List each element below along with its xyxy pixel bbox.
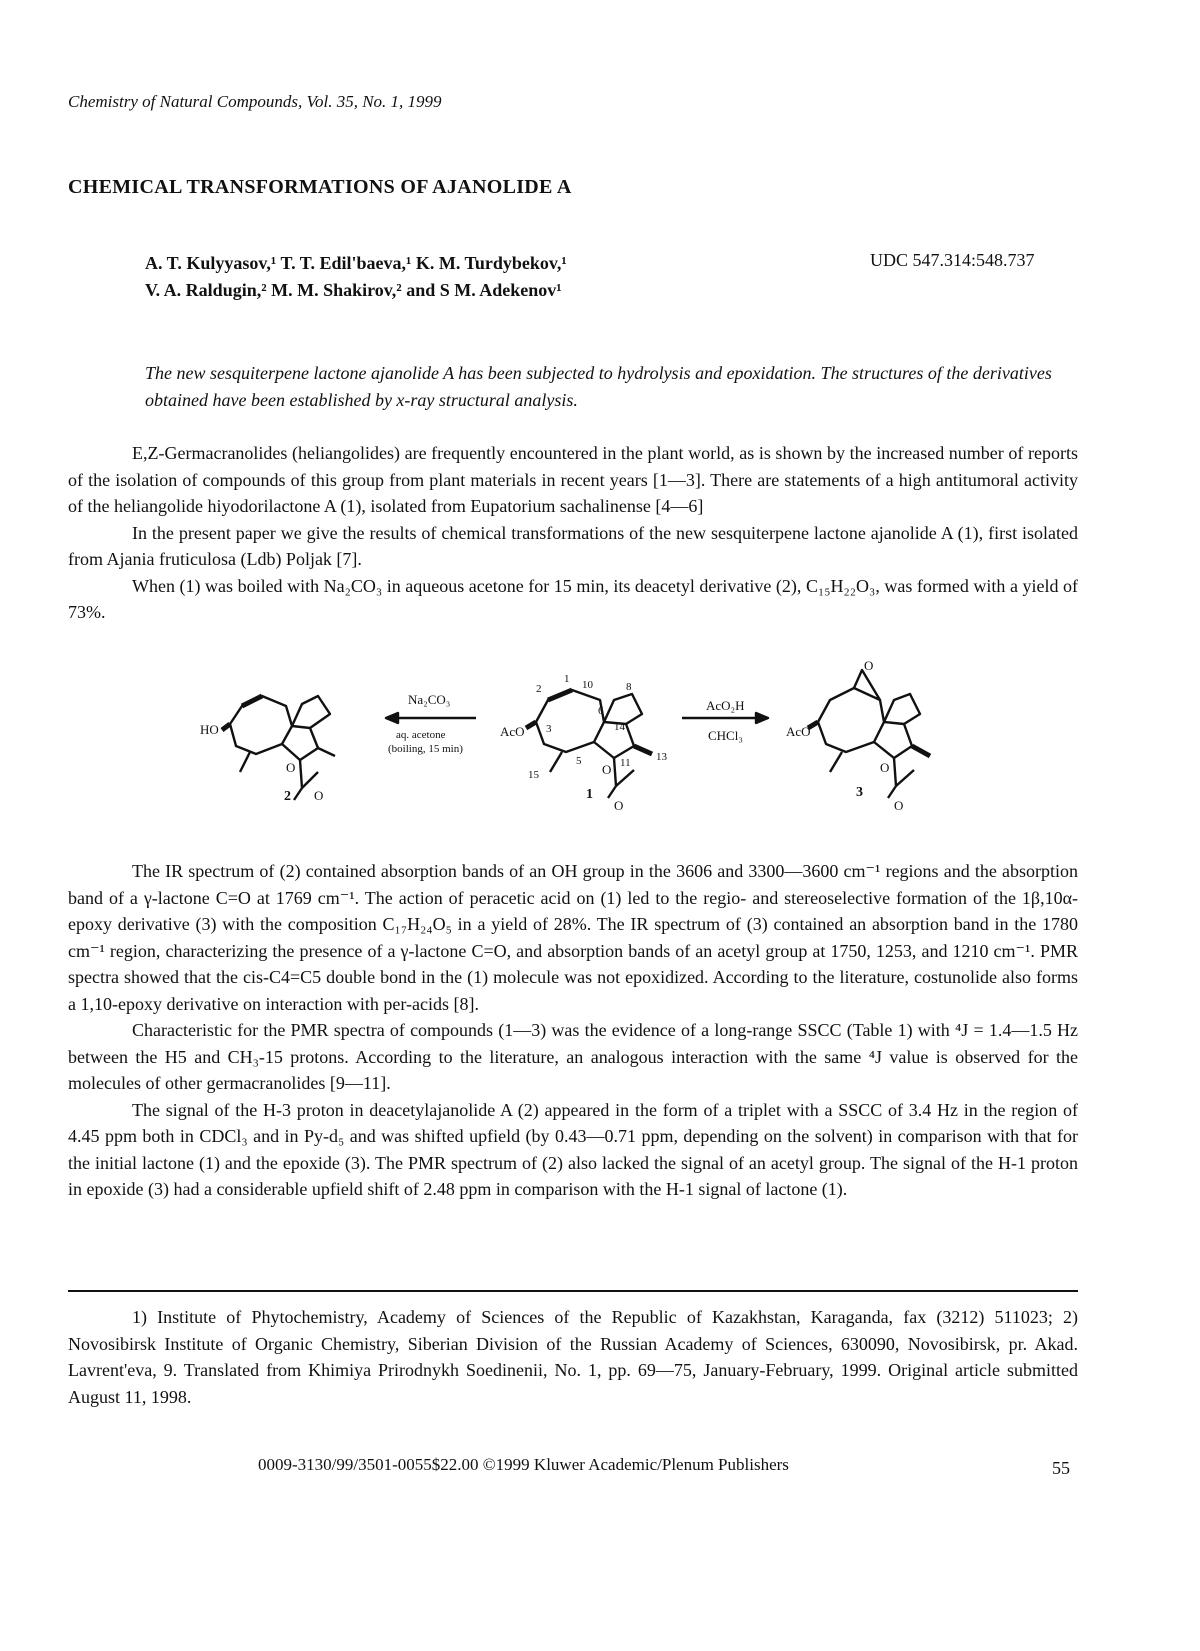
atom-number: 14 bbox=[614, 721, 625, 733]
structure-compound-2 bbox=[222, 696, 335, 800]
atom-number: 15 bbox=[528, 769, 539, 781]
body-paragraph: E,Z-Germacranolides (heliangolides) are frequently encountered in the plant world, as is shown by the increased number of reports of the isolation of compounds of this group from plant materials in recent years [1—3]. There are statements of a high antitumoral activity of the heliangolide hiyodorilactone A (1), isolated from Eupatorium sachalinense [4—6] bbox=[68, 443, 1078, 516]
condition-chcl3: CHCl₃ bbox=[708, 728, 743, 743]
reaction-arrow-left bbox=[386, 713, 476, 723]
body-paragraph: The signal of the H-3 proton in deacetylajanolide A (2) appeared in the form of a triplet with a SSCC of 3.4 Hz in the region of 4.45 ppm both in CDCl₃ and in Py-d₅ and was shifted upfield (by 0.43—0.71 ppm, depending on the solvent) in comparison with that for the initial lactone (1) and the epoxide (3). The PMR spectrum of (2) also lacked the signal of an acetyl group. The signal of the H-1 proton in epoxide (3) had a considerable upfield shift of 2.48 ppm in comparison with the H-1 signal of lactone (1). bbox=[68, 1099, 1078, 1199]
author-list bbox=[145, 250, 567, 304]
ring-oxygen-label: O bbox=[602, 762, 612, 777]
condition-aq-acetone: aq. acetone bbox=[396, 729, 446, 741]
author-line-1: A. T. Kulyyasov,¹ T. T. Edil'baeva,¹ K. M. Turdybekov,¹ bbox=[145, 253, 567, 273]
compound-label-2: 2 bbox=[284, 789, 291, 804]
compound-label-1: 1 bbox=[586, 787, 593, 802]
footnote-divider bbox=[68, 1290, 1078, 1292]
carbonyl-oxygen-label: O bbox=[314, 788, 324, 803]
author-line-2: V. A. Raldugin,² M. M. Shakirov,² and S M. Adekenov¹ bbox=[145, 280, 562, 300]
epoxide-oxygen-label: O bbox=[864, 658, 874, 673]
atom-number: 11 bbox=[620, 757, 631, 769]
structure-compound-1 bbox=[526, 690, 652, 798]
footnote bbox=[68, 1304, 1078, 1410]
atom-number: 3 bbox=[546, 723, 552, 735]
carbonyl-oxygen-label: O bbox=[894, 798, 904, 813]
aco-label: AcO bbox=[500, 724, 525, 739]
body-section-2 bbox=[68, 858, 1078, 1203]
reagent-aco2h: AcO₂H bbox=[706, 698, 745, 713]
atom-number: 2 bbox=[536, 683, 542, 695]
atom-number: 1 bbox=[564, 673, 570, 685]
footnote-text: 1) Institute of Phytochemistry, Academy of Sciences of the Republic of Kazakhstan, Karaganda, fax (3212) 511023; 2) Novosibirsk Institute of Organic Chemistry, Siberian Division of the Russian Academy of Sciences, 630090, Novosibirsk, pr. Akad. Lavrent'eva, 9. Translated from Khimiya Prirodnykh Soedinenii, No. 1, pp. 69—75, January-February, 1999. Original article submitted August 11, 1998. bbox=[68, 1307, 1078, 1407]
compound-label-3: 3 bbox=[856, 785, 863, 800]
page-number: 55 bbox=[1052, 1458, 1070, 1478]
carbonyl-oxygen-label: O bbox=[614, 798, 624, 813]
atom-number: 8 bbox=[626, 681, 632, 693]
article-title: CHEMICAL TRANSFORMATIONS OF AJANOLIDE A bbox=[68, 176, 572, 198]
copyright-line: 0009-3130/99/3501-0055$22.00 ©1999 Kluwer Academic/Plenum Publishers bbox=[258, 1455, 789, 1474]
atom-number: 6 bbox=[598, 705, 604, 717]
reaction-arrow-right bbox=[682, 713, 768, 723]
ho-label: HO bbox=[200, 722, 219, 737]
atom-number: 10 bbox=[582, 679, 593, 691]
body-section-1 bbox=[68, 440, 1078, 626]
structure-compound-3 bbox=[808, 670, 930, 798]
body-paragraph: The IR spectrum of (2) contained absorption bands of an OH group in the 3606 and 3300—3600 cm⁻¹ regions and the absorption band of a γ-lactone C=O at 1769 cm⁻¹. The action of peracetic acid on (1) led to the regio- and stereoselective formation of the 1β,10α-epoxy derivative (3) with the composition C₁₇H₂₄O₅ in a yield of 28%. The IR spectrum of (3) contained an absorption band in the 1780 cm⁻¹ region, characterizing the presence of a γ-lactone C=O, and absorption bands of an acetyl group at 1750, 1253, and 1210 cm⁻¹. PMR spectra showed that the cis-C4=C5 double bond in the (1) molecule was not epoxidized. According to the literature, costunolide also forms a 1,10-epoxy derivative on interaction with per-acids [8]. bbox=[68, 861, 1078, 1014]
ring-oxygen-label: O bbox=[286, 760, 296, 775]
reaction-scheme bbox=[190, 648, 990, 828]
body-paragraph: Characteristic for the PMR spectra of compounds (1—3) was the evidence of a long-range SSCC (Table 1) with ⁴J = 1.4—1.5 Hz between the H5 and CH₃-15 protons. According to the literature, an analogous interaction with the same ⁴J value is observed for the molecules of other germacranolides [9—11]. bbox=[68, 1020, 1078, 1093]
ring-oxygen-label: O bbox=[880, 760, 890, 775]
udc-code: UDC 547.314:548.737 bbox=[870, 250, 1035, 270]
body-paragraph: In the present paper we give the results of chemical transformations of the new sesquiterpene lactone ajanolide A (1), first isolated from Ajania fruticulosa (Ldb) Poljak [7]. bbox=[68, 522, 1078, 569]
journal-citation: Chemistry of Natural Compounds, Vol. 35, No. 1, 1999 bbox=[68, 92, 442, 111]
aco-label: AcO bbox=[786, 724, 811, 739]
abstract: The new sesquiterpene lactone ajanolide A has been subjected to hydrolysis and epoxidation. The structures of the derivatives obtained have been established by x-ray structural analysis. bbox=[145, 363, 1052, 410]
body-paragraph: When (1) was boiled with Na₂CO₃ in aqueous acetone for 15 min, its deacetyl derivative (2), C₁₅H₂₂O₃, was formed with a yield of 73%. bbox=[68, 575, 1078, 622]
reagent-na2co3: Na₂CO₃ bbox=[408, 692, 451, 707]
atom-number: 13 bbox=[656, 751, 667, 763]
condition-boiling: (boiling, 15 min) bbox=[388, 743, 463, 755]
atom-number: 5 bbox=[576, 755, 582, 767]
